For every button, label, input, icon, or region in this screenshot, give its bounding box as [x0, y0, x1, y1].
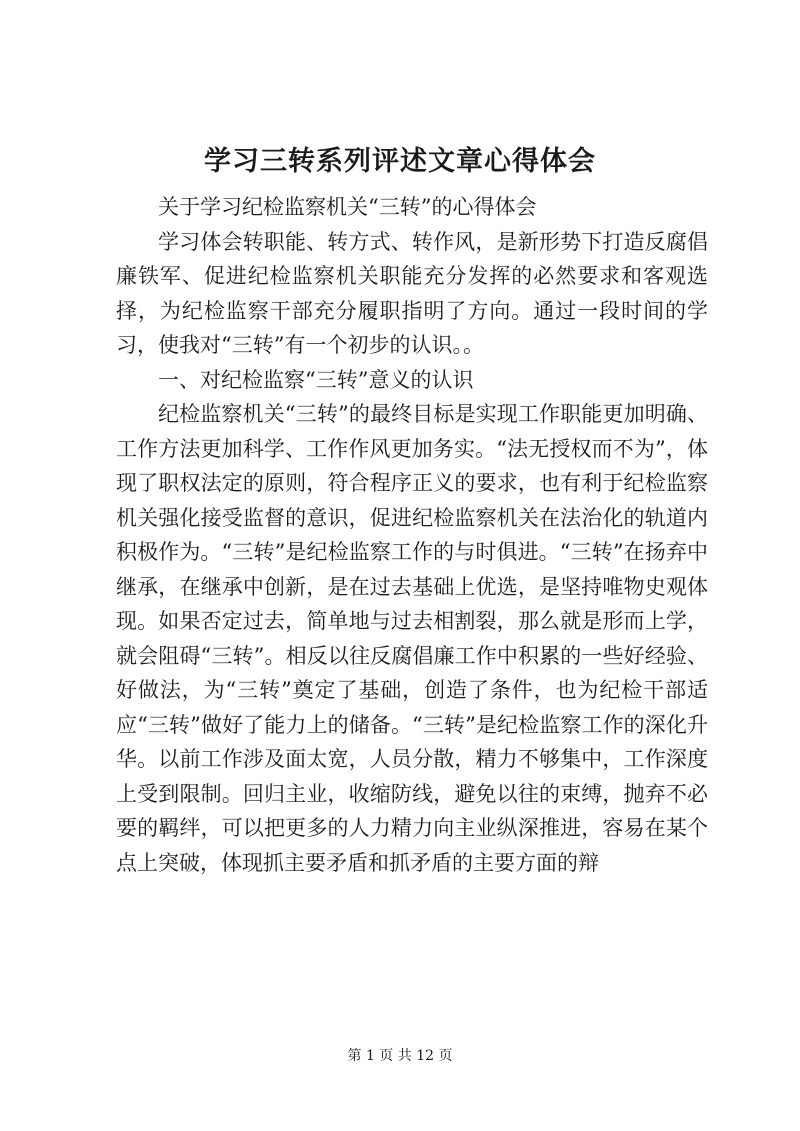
page-footer — [0, 1046, 800, 1066]
page-number: 第 1 页 共 12 页 — [347, 1048, 453, 1064]
document-body — [116, 190, 708, 880]
subtitle-paragraph: 关于学习纪检监察机关“三转”的心得体会 — [158, 195, 537, 219]
document-title: 学习三转系列评述文章心得体会 — [204, 146, 596, 177]
section-heading: 一、对纪检监察“三转”意义的认识 — [158, 367, 474, 392]
body-paragraph: 纪检监察机关“三转”的最终目标是实现工作职能更加明确、工作方法更加科学、工作作风更加务实。“法无授权而不为”，体现了职权法定的原则，符合程序正义的要求，也有利于纪检监察机关强化接受监督的意识，促进纪检监察机关在法治化的轨道内积极作为。“三转”是纪检监察工作的与时俱进。“三转”在扬弃中继承，在继承中创新，是在过去基础上优选，是坚持唯物史观体现。如果否定过去，简单地与过去相割裂，那么就是形而上学，就会阻碍“三转”。相反以往反腐倡廉工作中积累的一些好经验、好做法，为“三转”奠定了基础，创造了条件，也为纪检干部适应“三转”做好了能力上的储备。“三转”是纪检监察工作的深化升华。以前工作涉及面太宽，人员分散，精力不够集中，工作深度上受到限制。回归主业，收缩防线，避免以往的束缚，抛弃不必要的羁绊，可以把更多的人力精力向主业纵深推进，容易在某个点上突破，体现抓主要矛盾和抓矛盾的主要方面的辩 — [116, 402, 708, 875]
intro-paragraph: 学习体会转职能、转方式、转作风，是新形势下打造反腐倡廉铁军、促进纪检监察机关职能充分发挥的必然要求和客观选择，为纪检监察干部充分履职指明了方向。通过一段时间的学习，使我对“三转”有一个初步的认识。。 — [116, 229, 708, 357]
